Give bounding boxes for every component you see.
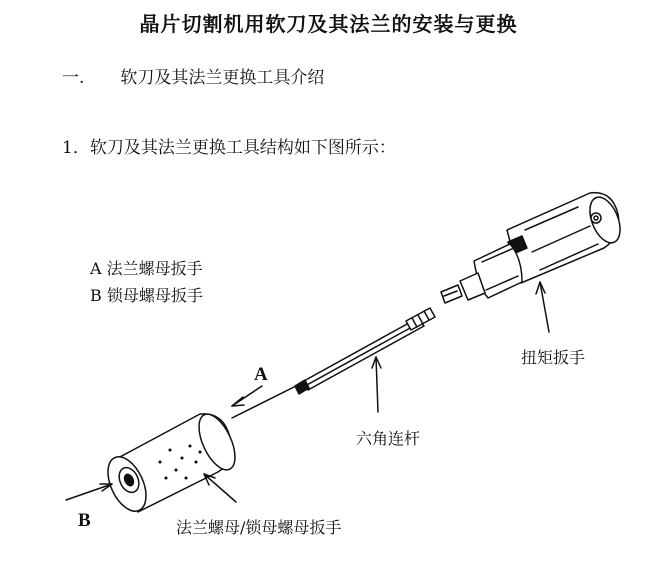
legend-item-b: B 锁母螺母扳手 (90, 286, 203, 305)
figure-legend (90, 255, 203, 309)
label-nut-wrench: 法兰螺母/锁母螺母扳手 (176, 518, 342, 537)
hex-rod-drawing (295, 308, 435, 394)
label-hex-rod: 六角连杆 (356, 429, 421, 448)
figure-caption: 1．软刀及其法兰更换工具结构如下图所示： (62, 138, 396, 158)
legend-item-a: A 法兰螺母扳手 (90, 259, 203, 278)
letter-b: B (78, 510, 91, 531)
nut-wrench-drawing (100, 409, 242, 517)
torque-wrench-drawing (441, 193, 626, 303)
section-number: 一. (62, 68, 85, 88)
document-title: 晶片切割机用软刀及其法兰的安装与更换 (139, 12, 518, 36)
label-torque-wrench: 扭矩扳手 (521, 348, 586, 367)
letter-a: A (254, 364, 268, 385)
section-heading-text: 软刀及其法兰更换工具介绍 (120, 68, 325, 88)
